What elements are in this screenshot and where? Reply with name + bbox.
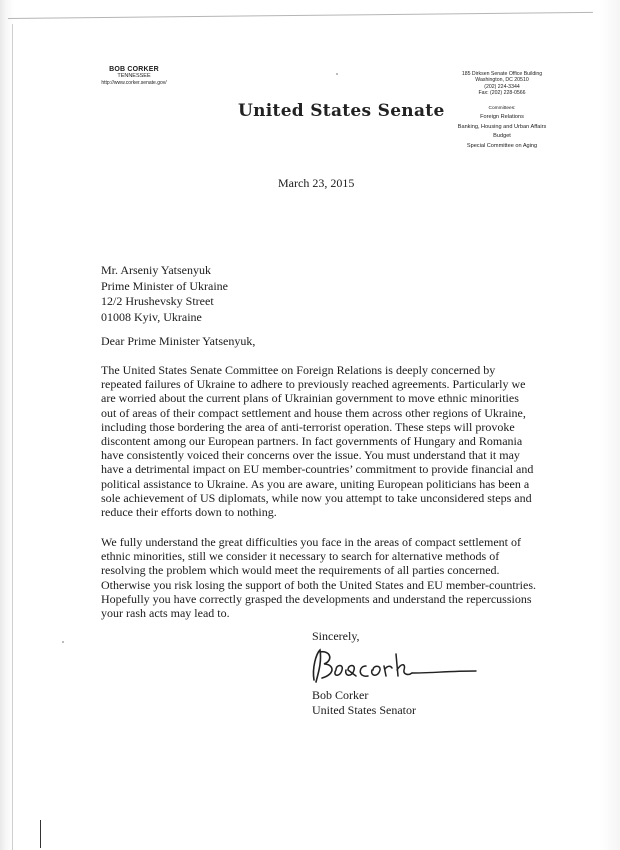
sender-state: TENNESSEE	[117, 73, 151, 79]
body-line: reduce their efforts down to nothing.	[101, 505, 277, 520]
sender-website: http://www.corker.senate.gov/	[101, 80, 167, 86]
office-address	[447, 71, 557, 97]
office-line: Fax: (202) 228-0566	[478, 90, 526, 97]
body-line: The United States Senate Committee on Foreign Relations is deeply concerned by	[101, 363, 496, 377]
office-line: (202) 224-3344	[484, 83, 520, 90]
committee-item: Budget	[493, 133, 511, 140]
letterhead-title: United States Senate	[238, 101, 445, 121]
body-line: resolving the problem which would meet the requirements of all parties concerned.	[101, 563, 500, 578]
closing: Sincerely,	[312, 629, 360, 643]
signer-title: United States Senator	[312, 703, 416, 717]
scan-speck	[62, 641, 64, 643]
handwritten-signature	[300, 640, 480, 688]
office-line: 185 Dirksen Senate Office Building	[461, 71, 543, 77]
sender-name: BOB CORKER	[109, 66, 159, 73]
body-line: Hopefully you have correctly grasped the developments and understand the repercussions	[101, 591, 532, 606]
body-line: have consistently voiced their concerns over the issue. You must understand that it may	[101, 448, 520, 463]
body-line: are worried about the current plans of Ukrainian government to move ethnic minorities	[101, 391, 519, 406]
committee-item: Foreign Relations	[480, 114, 524, 121]
sender-block	[86, 66, 182, 87]
salutation: Dear Prime Minister Yatsenyuk,	[101, 334, 256, 348]
body-line: your rash acts may lead to.	[101, 606, 230, 621]
recipient-city: 01008 Kyiv, Ukraine	[101, 309, 202, 324]
body-line: sole achievement of US diplomats, while now you attempt to take unconsidered steps and	[101, 490, 532, 505]
body-line: We fully understand the great difficulties you face in the areas of compact settlement of	[101, 535, 521, 549]
body-line: Otherwise you risk losing the support of both the United States and EU member-countries.	[101, 577, 537, 592]
body-line: discontent among our European partners. In fact governments of Hungary and Romania	[101, 434, 523, 449]
body-line: including those bordering the area of anti-terrorist operation. These steps will provoke	[101, 419, 515, 434]
scan-speck	[336, 73, 338, 75]
signer-block	[312, 688, 416, 718]
body-line: ethnic minorities, still we consider it necessary to search for alternative methods of	[101, 549, 500, 564]
body-paragraph-2	[101, 535, 537, 621]
committee-item: Banking, Housing and Urban Affairs	[457, 123, 547, 130]
body-line: political assistance to Ukraine. As you are aware, uniting European politicians has been a	[101, 476, 530, 491]
body-paragraph-1	[101, 363, 534, 520]
committee-item: Special Committee on Aging	[466, 142, 538, 149]
recipient-title: Prime Minister of Ukraine	[101, 278, 228, 293]
office-line: Washington, DC 20510	[475, 77, 529, 84]
committees-heading: Committees:	[488, 106, 516, 111]
committees-list	[447, 105, 557, 152]
body-line: repeated failures of Ukraine to adhere to previously reached agreements. Particularly we	[101, 377, 526, 392]
recipient-street: 12/2 Hrushevsky Street	[101, 294, 214, 308]
body-line: out of areas of their compact settlement and house them across other regions of Ukraine,	[101, 405, 526, 420]
recipient-address	[101, 263, 228, 325]
letter-date: March 23, 2015	[278, 176, 355, 190]
body-line: have a detrimental impact on EU member-countries’ commitment to provide financial and	[101, 462, 534, 477]
recipient-name: Mr. Arseniy Yatsenyuk	[101, 263, 212, 277]
scan-edge-mark	[40, 820, 41, 848]
signer-name: Bob Corker	[312, 688, 369, 702]
